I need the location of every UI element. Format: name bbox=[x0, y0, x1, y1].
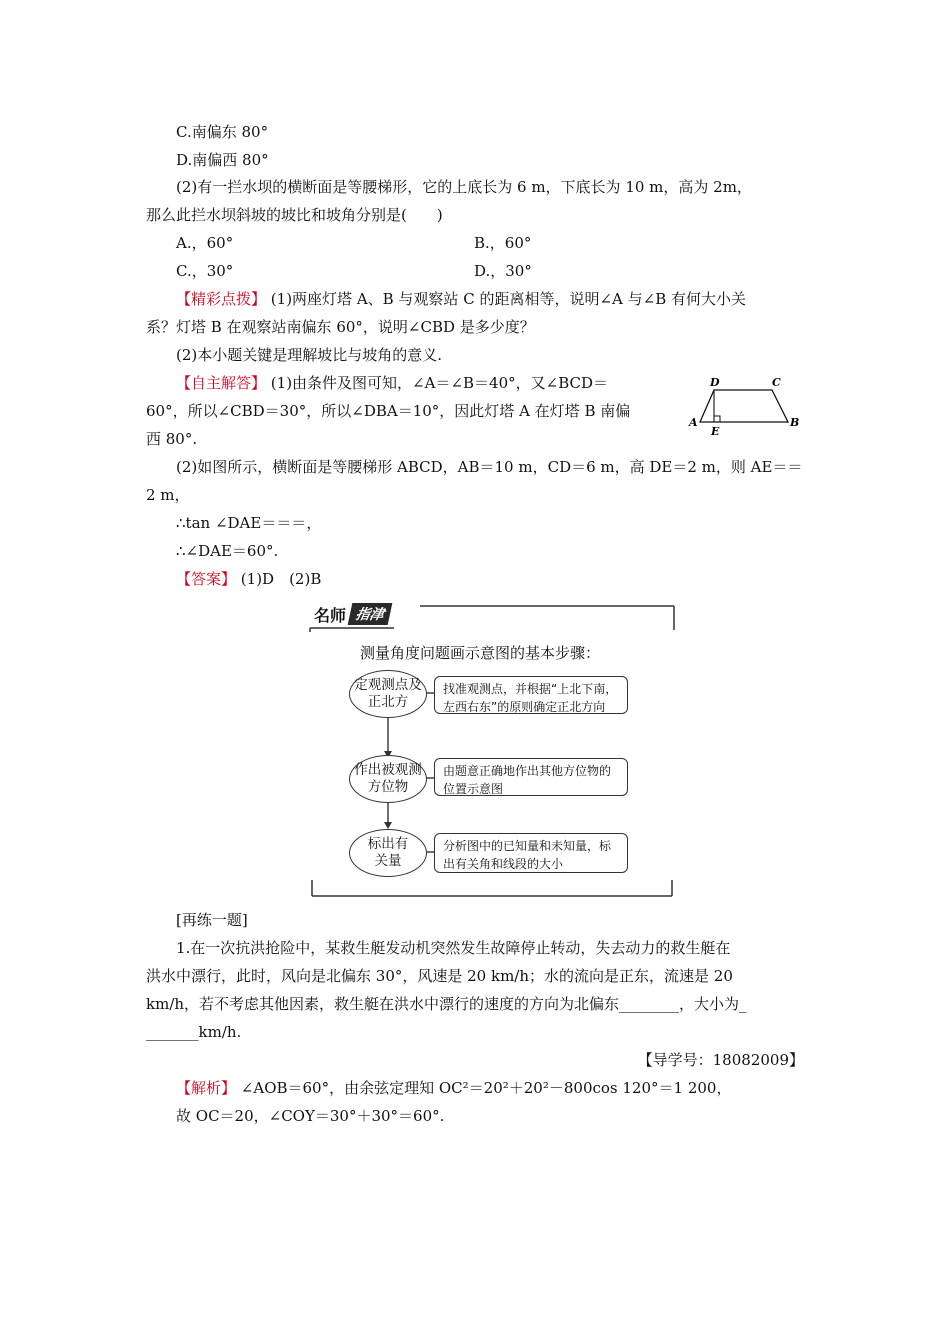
label-b: B bbox=[790, 416, 800, 429]
label-c: C bbox=[772, 376, 781, 389]
q2-stem-line2: 那么此拦水坝斜坡的坡比和坡角分别是( ) bbox=[146, 206, 443, 224]
trapezoid-shape bbox=[700, 390, 788, 422]
q2-stem-line1: (2)有一拦水坝的横断面是等腰梯形，它的上底长为 6 m，下底长为 10 m，高为 2m， bbox=[176, 178, 752, 196]
analysis-line2: 故 OC＝20，∠COY＝30°＋30°＝60°. bbox=[176, 1107, 445, 1125]
analysis-line1 bbox=[176, 1078, 731, 1098]
guide-number: 【导学号：18082009】 bbox=[637, 1051, 804, 1069]
practice-line2: 洪水中漂行，此时，风向是北偏东 30°，风速是 20 km/h；水的流向是正东，流速是 20 bbox=[146, 967, 733, 985]
label-a: A bbox=[689, 416, 698, 429]
step3-desc: 分析图中的已知量和未知量，标出有关角和线段的大小 bbox=[434, 833, 628, 873]
solution-label: 【自主解答】 bbox=[176, 374, 267, 392]
tip-line1 bbox=[176, 289, 746, 309]
practice-line1: 1.在一次抗洪抢险中，某救生艇发动机突然发生故障停止转动，失去动力的救生艇在 bbox=[176, 939, 731, 957]
answer-line bbox=[176, 569, 321, 589]
guide-box bbox=[308, 598, 676, 900]
q1-option-d: D.南偏西 80° bbox=[176, 151, 269, 169]
solution-text-1: (1)由条件及图可知，∠A＝∠B＝40°，又∠BCD＝ bbox=[270, 374, 608, 392]
right-angle-mark bbox=[714, 416, 720, 422]
solution-line4: (2)如图所示，横断面是等腰梯形 ABCD，AB＝10 m，CD＝6 m，高 DE＝2 m，则 AE＝＝ bbox=[176, 458, 803, 476]
tip-line2: 系？灯塔 B 在观察站南偏东 60°，说明∠CBD 是多少度？ bbox=[146, 318, 535, 336]
practice-line3: km/h，若不考虑其他因素，救生艇在洪水中漂行的速度的方向为北偏东________，大小为_ bbox=[146, 995, 747, 1013]
step1-desc: 找准观测点，并根据“上北下南，左西右东”的原则确定正北方向 bbox=[434, 676, 628, 714]
guide-tag-b: 指津 bbox=[348, 603, 393, 625]
tip-text-1: (1)两座灯塔 A、B 与观察站 C 的距离相等，说明∠A 与∠B 有何大小关 bbox=[270, 290, 746, 308]
step1-node bbox=[349, 670, 427, 718]
guide-tag bbox=[314, 602, 390, 626]
solution-line1 bbox=[176, 373, 608, 393]
step2-node bbox=[349, 755, 427, 803]
answer-label: 【答案】 bbox=[176, 570, 237, 588]
practice-line4: _______km/h. bbox=[146, 1023, 242, 1041]
solution-line7: ∴∠DAE＝60°. bbox=[176, 542, 279, 560]
step3-node bbox=[349, 829, 427, 877]
label-d: D bbox=[710, 376, 720, 389]
practice-heading: [再练一题] bbox=[176, 911, 248, 929]
q2-option-b: B.，60° bbox=[474, 234, 532, 252]
label-e: E bbox=[711, 425, 720, 438]
step2-node-text: 作出被观测方位物 bbox=[354, 762, 422, 795]
q2-option-d: D.，30° bbox=[474, 262, 532, 280]
solution-line2: 60°，所以∠CBD＝30°，所以∠DBA＝10°，因此灯塔 A 在灯塔 B 南偏 bbox=[146, 402, 631, 420]
solution-line5: 2 m， bbox=[146, 486, 190, 504]
step3-node-text: 标出有关量 bbox=[367, 836, 409, 869]
answer-text: (1)D (2)B bbox=[240, 570, 322, 588]
analysis-label: 【解析】 bbox=[176, 1079, 237, 1097]
tip-label: 【精彩点拨】 bbox=[176, 290, 267, 308]
tip-line3: (2)本小题关键是理解坡比与坡角的意义. bbox=[176, 346, 443, 364]
q2-option-c: C.，30° bbox=[176, 262, 234, 280]
q2-option-a: A.，60° bbox=[176, 234, 234, 252]
step2-desc: 由题意正确地作出其他方位物的位置示意图 bbox=[434, 758, 628, 796]
analysis-text-1: ∠AOB＝60°，由余弦定理知 OC²＝20²＋20²－800cos 120°＝1 200， bbox=[240, 1079, 732, 1097]
guide-title: 测量角度问题画示意图的基本步骤： bbox=[360, 644, 601, 662]
step1-node-text: 定观测点及正北方 bbox=[354, 677, 422, 710]
trapezoid-figure bbox=[684, 374, 804, 438]
solution-line6: ∴tan ∠DAE＝＝＝， bbox=[176, 514, 322, 532]
guide-tag-a: 名师 bbox=[314, 605, 347, 625]
solution-line3: 西 80°. bbox=[146, 430, 198, 448]
q1-option-c: C.南偏东 80° bbox=[176, 123, 269, 141]
